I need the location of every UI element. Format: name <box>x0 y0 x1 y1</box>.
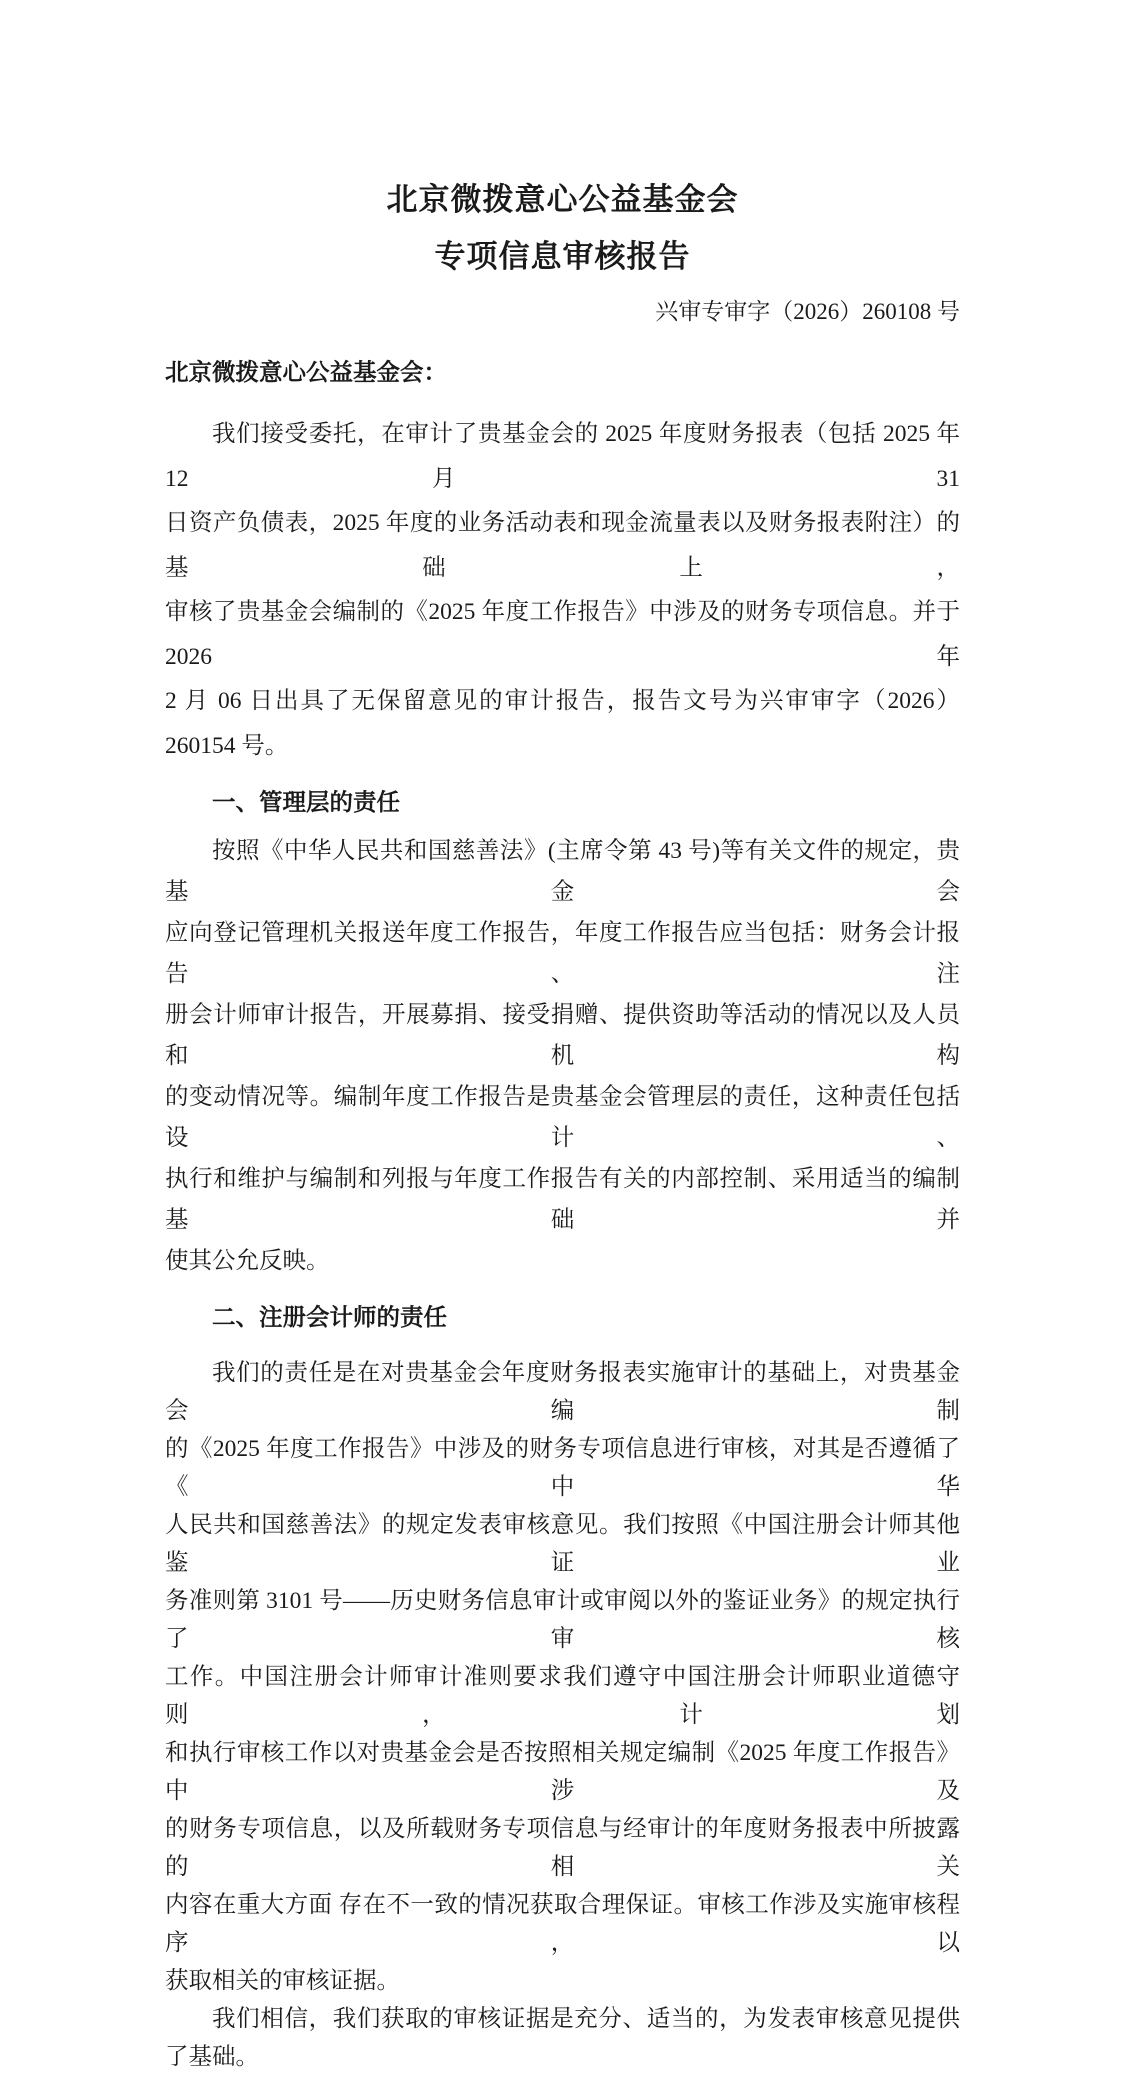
text-line: 和执行审核工作以对贵基金会是否按照相关规定编制《2025 年度工作报告》中涉及 <box>165 1740 960 1804</box>
intro-paragraph <box>165 412 960 768</box>
text-line: 我们接受委托，在审计了贵基金会的 2025 年度财务报表（包括 2025 年 12 月 31 <box>165 421 960 492</box>
text-line: 我们相信，我们获取的审核证据是充分、适当的，为发表审核意见提供了基础。 <box>165 2006 960 2070</box>
text-line: 按照《中华人民共和国慈善法》(主席令第 43 号)等有关文件的规定，贵基金会 <box>165 838 960 905</box>
text-line: 册会计师审计报告，开展募捐、接受捐赠、提供资助等活动的情况以及人员和机构 <box>165 1002 960 1069</box>
text-line: 我们的责任是在对贵基金会年度财务报表实施审计的基础上，对贵基金会编制 <box>165 1360 960 1424</box>
text-line: 的财务专项信息，以及所载财务专项信息与经审计的年度财务报表中所披露的相关 <box>165 1816 960 1880</box>
section-2-heading: 二、注册会计师的责任 <box>212 1305 447 1331</box>
section-1-heading: 一、管理层的责任 <box>212 790 400 816</box>
text-line: 内容在重大方面 存在不一致的情况获取合理保证。审核工作涉及实施审核程序，以 <box>165 1892 960 1956</box>
section-2-paragraph-2 <box>165 2000 960 2076</box>
text-line: 的变动情况等。编制年度工作报告是贵基金会管理层的责任，这种责任包括设计、 <box>165 1084 960 1151</box>
reference-number: 兴审专审字（2026）260108 号 <box>655 299 960 324</box>
text-line: 审核了贵基金会编制的《2025 年度工作报告》中涉及的财务专项信息。并于 2026 年 <box>165 599 960 670</box>
text-line: 使其公允反映。 <box>165 1248 330 1274</box>
text-line: 日资产负债表，2025 年度的业务活动表和现金流量表以及财务报表附注）的基础上， <box>165 510 960 581</box>
text-line: 2 月 06 日出具了无保留意见的审计报告，报告文号为兴审审字（2026）260154 号。 <box>165 688 960 759</box>
document-subtitle: 专项信息审核报告 <box>434 239 691 274</box>
text-line: 获取相关的审核证据。 <box>165 1968 400 1994</box>
text-line: 人民共和国慈善法》的规定发表审核意见。我们按照《中国注册会计师其他鉴证业 <box>165 1512 960 1576</box>
addressee-line: 北京微拨意心公益基金会： <box>165 360 447 386</box>
document-title: 北京微拨意心公益基金会 <box>386 182 739 217</box>
text-line: 执行和维护与编制和列报与年度工作报告有关的内部控制、采用适当的编制基础并 <box>165 1166 960 1233</box>
text-line: 务准则第 3101 号——历史财务信息审计或审阅以外的鉴证业务》的规定执行了审核 <box>165 1588 960 1652</box>
text-line: 的《2025 年度工作报告》中涉及的财务专项信息进行审核，对其是否遵循了《中华 <box>165 1436 960 1500</box>
text-line: 工作。中国注册会计师审计准则要求我们遵守中国注册会计师职业道德守则，计划 <box>165 1664 960 1728</box>
section-2-paragraph-1 <box>165 1354 960 2000</box>
text-line: 应向登记管理机关报送年度工作报告，年度工作报告应当包括：财务会计报告、注 <box>165 920 960 987</box>
section-1-paragraph <box>165 831 960 1282</box>
document-content <box>165 0 960 2076</box>
